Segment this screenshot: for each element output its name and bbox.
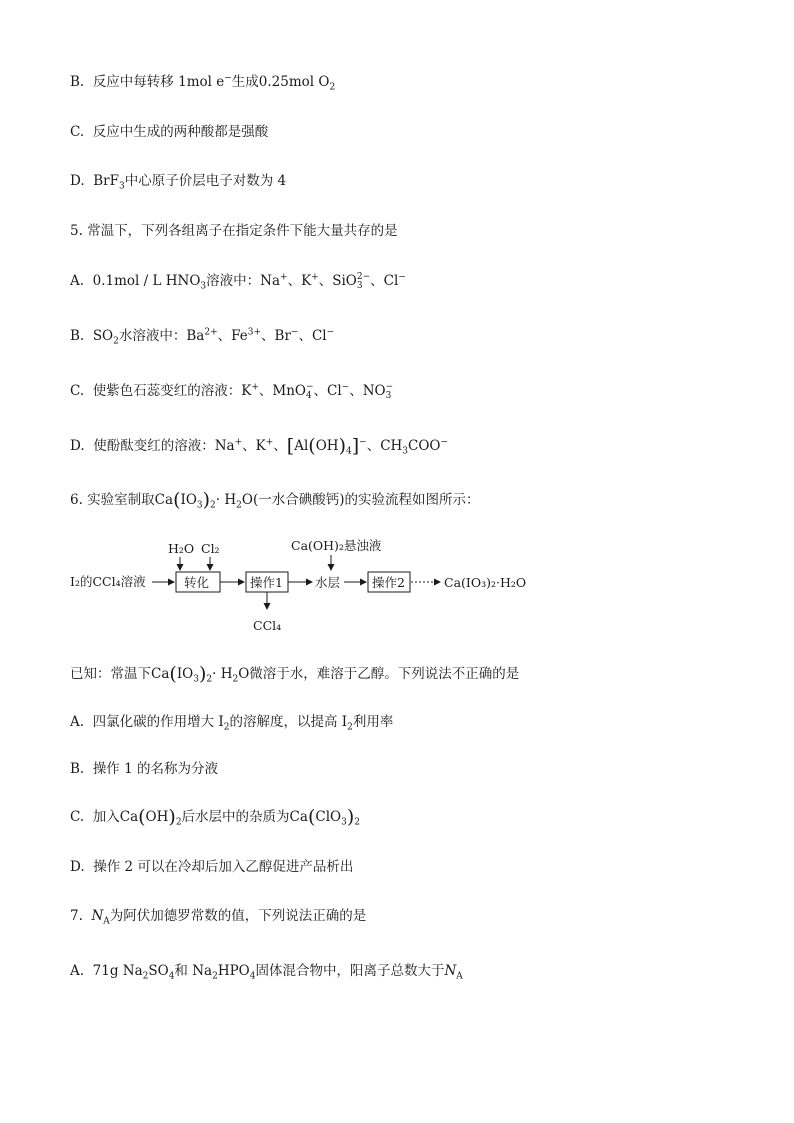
q5-option-b: B. $SO_2$水溶液中：$Ba^{2+}$、$Fe^{3+}$、Br−、Cl−	[70, 327, 335, 347]
flow-cl2-label: Cl₂	[201, 541, 220, 556]
q7-option-a: A. 71g $Na_2SO_4$和 $Na_2HPO_4$固体混合物中，阳离子总数大于$N_A$	[70, 963, 463, 982]
q5-stem: 5. 常温下，下列各组离子在指定条件下能大量共存的是	[70, 223, 398, 239]
flow-caoh-label: Ca(OH)₂悬浊液	[291, 538, 382, 553]
q5-option-c: C. 使紫色石蕊变红的溶液：K+、MnO − 4 、Cl−、NO − 3	[70, 381, 394, 401]
q6-option-d: D. 操作 2 可以在冷却后加入乙醇促进产品析出	[70, 859, 354, 875]
flow-start-label: I₂的CCl₄溶液	[70, 574, 146, 589]
q5-option-a: A. 0.1mol / L $HNO_3$溶液中：Na+、K+、SiO 2− 3 、Cl−	[70, 271, 406, 292]
q6-option-b: B. 操作 1 的名称为分液	[70, 761, 218, 777]
q5-option-d: D. 使酚酞变红的溶液：Na+、K+、$[Al(OH)_4]^-$、$CH_3COO^-$	[70, 435, 449, 457]
flow-product-label: Ca(IO₃)₂·H₂O	[444, 575, 527, 590]
q6-stem: 6. 实验室制取$Ca(IO_3)_2\cdot H_2O$(一水合碘酸钙)的实验流程如图所示：	[70, 489, 480, 511]
q6-option-c: C. 加入$Ca(OH)_2$后水层中的杂质为$Ca(ClO_3)_2$	[70, 806, 360, 828]
process-flow-diagram	[70, 536, 540, 641]
flow-box-conversion-label: 转化	[184, 575, 210, 590]
q4-option-d: D. BrF$_3$中心原子价层电子对数为 4	[70, 173, 287, 192]
q4-option-b: B. 反应中每转移 1mol e−生成0.25mol $O_2$	[70, 73, 336, 93]
flow-box-operation1-label: 操作1	[250, 575, 283, 590]
q7-stem: 7. $N_A$为阿伏加德罗常数的值，下列说法正确的是	[70, 908, 367, 927]
q6-known: 已知：常温下$Ca(IO_3)_2\cdot H_2O$微溶于水，难溶于乙醇。下列说法不正确的是	[70, 663, 520, 685]
flow-water-layer-label: 水层	[315, 575, 341, 590]
flow-ccl4-label: CCl₄	[253, 618, 282, 633]
q4-option-c: C. 反应中生成的两种酸都是强酸	[70, 124, 269, 140]
flow-box-operation2-label: 操作2	[372, 575, 405, 590]
q6-option-a: A. 四氯化碳的作用增大 $I_2$的溶解度，以提高 $I_2$利用率	[70, 714, 394, 733]
flow-h2o-label: H₂O	[168, 541, 195, 556]
